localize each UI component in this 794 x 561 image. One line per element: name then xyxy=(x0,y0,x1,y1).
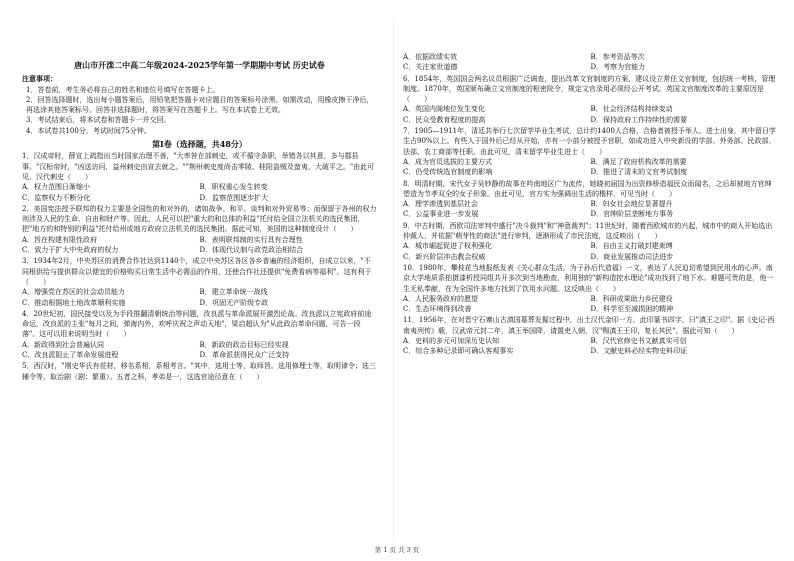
left-column xyxy=(22,20,377,383)
answer-option: A．城市崛起促进了权利强化 xyxy=(403,242,493,251)
right-column xyxy=(403,52,778,358)
answer-option: B．社会经济结构持续变动 xyxy=(590,105,673,114)
answer-option: B．自由主义打破封建束缚 xyxy=(590,242,673,251)
option-list xyxy=(403,336,778,357)
notes-heading: 注意事项： xyxy=(22,74,57,84)
question-stem: 4．20世纪初，国民接受以及为手段推翻清朝统治等问题，改良派与革命派展开激烈论战。改良派以立宪政府前途命运，改良派的主张"每月之间，弹海内外，欢呼庆祝之声动天地"，梁启超认为"从此政治革命问题，可告一段落"。这可以用来说明当时（ ） xyxy=(22,309,372,339)
answer-option: C．综合多种记录即可确认客观事实 xyxy=(403,347,514,356)
answer-option: C．公益事业进一步发展 xyxy=(403,210,479,219)
answer-option: B．表明联邦制的实行具有合理性 xyxy=(199,235,303,244)
question xyxy=(22,256,377,307)
note-2: 2．回答选择题时，选出每小题答案后，用铅笔把答题卡对应题目的答案标号涂黑。如需改动，用橡皮擦干净后，再选涂其他答案标号。回答非选择题时，将答案写在答题卡上。写在本试卷上无效。 xyxy=(26,95,374,115)
answer-option: A．成为官员选拔的主要方式 xyxy=(403,157,493,166)
section-heading: 第Ⅰ卷（选择题，共48分） xyxy=(152,139,247,150)
answer-option: C．改良派阻止了革命发展进程 xyxy=(22,351,119,360)
answer-option: A．权力范围日渐缩小 xyxy=(22,183,91,192)
question-stem: 2．美国宪法授予联邦的权力主要是全国性的和对外的，诸如战争、和平、谈判和对外贸易等；而保留于各州的权力则涉及人民的生命、自由和财产等。因此，人民可以把"重大的和总体的利益"托付给全国立法机关的选民集团，把"地方的和特别的利益"托付给州或地方政府立法机关的选民集团。据此可知，美国的这种制度设计（ ） xyxy=(22,204,377,234)
answer-option: D．文献史料必经实物史料印证 xyxy=(590,347,688,356)
option-list xyxy=(22,287,377,308)
answer-option: C．生态环境得到改善 xyxy=(403,305,472,314)
option-list xyxy=(403,104,778,125)
question xyxy=(22,151,377,202)
question xyxy=(22,204,377,255)
option-list xyxy=(403,199,778,220)
question xyxy=(403,315,778,356)
option-list xyxy=(403,241,778,262)
question-stem: 5．西汉时，"刚史华氏有莅材，移名系相，系相考言。"其中，选用士等，取师旨。选用修理士等，取明律令；选三辅令等，取治剧（剧：繁重）。五者之科，孝弟是一，这选官途径意在（ ） xyxy=(22,362,376,381)
question-stem: 8．明清时期，宋代女子吴妙静的故事在吟南地区广为流传，她晓初届国为出资修桥造福民众而闻名，之后却被地方官绅塑造为节孝双全的女子形象。由此可见，官方实为强调出生活的楷样，可见当时（ ） xyxy=(403,179,772,198)
answer-option: D．保持政府工作持续性的需要 xyxy=(590,115,688,124)
option-list xyxy=(403,294,778,315)
answer-option: C．关注家世道德 xyxy=(403,63,458,72)
question-stem: 1．汉成帝时，薛宣上疏指出当时国家治理不善，"大率咎在部刺史，或不循守条职，举错各以其意，多与郡县事。"汉桓帝时，"凶送访问，益州刺史由宣去就之。""荆州刺史度尚击零陵、桂阳盗贼及蛮夷，大破平之。"由此可见，汉代刺史（ ） xyxy=(22,152,375,181)
question xyxy=(403,263,778,314)
answer-option: C．致力于扩大中央政府的权力 xyxy=(22,246,119,255)
answer-option: D．巩固无产阶级专政 xyxy=(199,298,269,307)
question xyxy=(403,179,778,220)
column-divider xyxy=(393,20,394,540)
answer-option: B．科研成果助力乡民建设 xyxy=(590,294,673,303)
question xyxy=(403,221,778,262)
answer-option: C．监察权力不断分化 xyxy=(22,193,91,202)
exam-title: 唐山市开滦二中高二年级2024-2025学年第一学期期中考试 历史试卷 xyxy=(74,60,325,70)
answer-option: C．新兴阶层冲击教会权威 xyxy=(403,252,486,261)
question xyxy=(22,309,377,360)
answer-option: B．职权重心发生转变 xyxy=(199,183,268,192)
answer-option: C．推动根据地土地改革顺利实施 xyxy=(22,298,126,307)
page-footer: 第 1 页 共 3 页 xyxy=(374,546,420,554)
answer-option: A．新政得到社会普遍认同 xyxy=(22,340,105,349)
question-stem: 11．1956年，在对晋宁石寨山古滇国墓葬发掘过程中，出土汉代金印一方，此印篆书四字，曰"滇王之印"。据《史记·西南夷列传》载，汉武帝元封二年，滇王举国降，请置吏入朝，汉"赐滇王王印，复长其民"。据此可知（ ） xyxy=(403,316,775,335)
option-list xyxy=(22,340,377,361)
question-stem: 9．中古时期，西欧司法审判中盛行"决斗裁判"和"神意裁判"；11世纪时，随着西欧城市的兴起，城市中的商人开始选出仲裁人，并依据"萌芽性的商法"进行审判，逐渐形成了市民法庭，这反映出（ ） xyxy=(403,221,773,241)
answer-option: D．监察范围逐步扩大 xyxy=(199,193,269,202)
question xyxy=(403,52,778,73)
note-3: 3．考试结束后，将本试卷和答题卡一并交回。 xyxy=(26,116,171,125)
answer-option: D．商业发展推动司法进步 xyxy=(590,252,674,261)
right-question-list xyxy=(403,52,778,357)
answer-option: B．新政的政治目标已经实现 xyxy=(199,340,289,349)
question-stem: 7．1905—1911年，清廷共举行七次留学毕业生考试，总计约1400人合格，合格者被授予举人、进士出身，其中留日学生占90%以上。有些人于国外后已经从开始，亦有一小部分被授予官职，如成功进入中央新设的学部、外务部、民政部、法部、农工商部等任职。由此可见，清末留学毕业生进士（ ） xyxy=(403,127,776,156)
answer-option: D．体现代议制与政党政治相结合 xyxy=(199,246,304,255)
question xyxy=(403,74,778,125)
answer-option: A．英国内阁地位发生变化 xyxy=(403,105,486,114)
answer-option: D．考察为官能力 xyxy=(590,63,646,72)
answer-option: B．建立革命统一战线 xyxy=(199,288,268,297)
option-list xyxy=(403,52,778,73)
answer-option: D．官绅阶层垄断地方事务 xyxy=(590,210,674,219)
answer-option: C．仍受传统选官制度的影响 xyxy=(403,168,493,177)
answer-option: D．科学至至减损困的精神 xyxy=(590,305,674,314)
answer-option: A．史料的多元可加深历史认知 xyxy=(403,337,500,346)
option-list xyxy=(22,235,377,256)
note-4: 4．本试卷共100分，考试时间75分钟。 xyxy=(26,126,151,135)
answer-option: A．旨在构建有限性政府 xyxy=(22,235,98,244)
question-stem: 6．1854年，英国国会两名议员根据广泛调查，提出改革文官制度的方案，建议设立常任文官制度，包括统一考核，管理制度。1870年，英国颁布确立文官制度的枢密院令，规定文官录用必须经公开考试。英国文官制度改革的主要原因是（ ） xyxy=(403,74,776,104)
answer-option: D．革命派获得民众广泛支持 xyxy=(199,351,290,360)
answer-option: A．依据政绩实效 xyxy=(403,53,458,61)
question-stem: 10．1980年，攀枝花当地报纸发表《关心群众生活，为子孙后代造福》一文，表达了人民迫切希望到民用水的心声。南京大学地质系拍摄漆析授同组共开多次到当地勘查，利用独的"新构造控水理论"成功找到了地下水。难题可贵的是，他一生无私奉献，在为全国许多地方找到了饮用水问题。这反映出（ ） xyxy=(403,263,774,293)
answer-option: A．增强党在苏区的社会动员能力 xyxy=(22,288,126,297)
left-question-list xyxy=(22,151,377,382)
option-list xyxy=(22,182,377,203)
answer-option: B．参考资品等次 xyxy=(590,53,645,61)
option-list xyxy=(403,157,778,178)
answer-option: D．推进了清末的文官考试制度 xyxy=(590,168,688,177)
question xyxy=(22,361,377,382)
question xyxy=(403,126,778,177)
answer-option: B．妇女社会地位显著提升 xyxy=(590,200,673,209)
question-stem: 3．1934年2月，中央苏区的消费合作社达到1140个，成立中央苏区各区各乡普遍的经济组织，自成立以来，"不同根供给与提供群众以便宜的价格购买日常生活中必需品的作用，还使合作社还提供"免费看病等福利"。这有利于（ ） xyxy=(22,257,372,286)
answer-option: B．汉代官修史书文献真实可信 xyxy=(590,337,687,346)
note-1: 1．答卷前，考生务必将自己的姓名和座位号填写在答题卡上。 xyxy=(26,85,220,94)
answer-option: A．人民服务政府的愿望 xyxy=(403,294,479,303)
answer-option: B．满足了政府机构改革的需要 xyxy=(590,157,687,166)
answer-option: C．民众受教育程度的提高 xyxy=(403,115,486,124)
answer-option: A．理学渗透到基层社会 xyxy=(403,200,479,209)
